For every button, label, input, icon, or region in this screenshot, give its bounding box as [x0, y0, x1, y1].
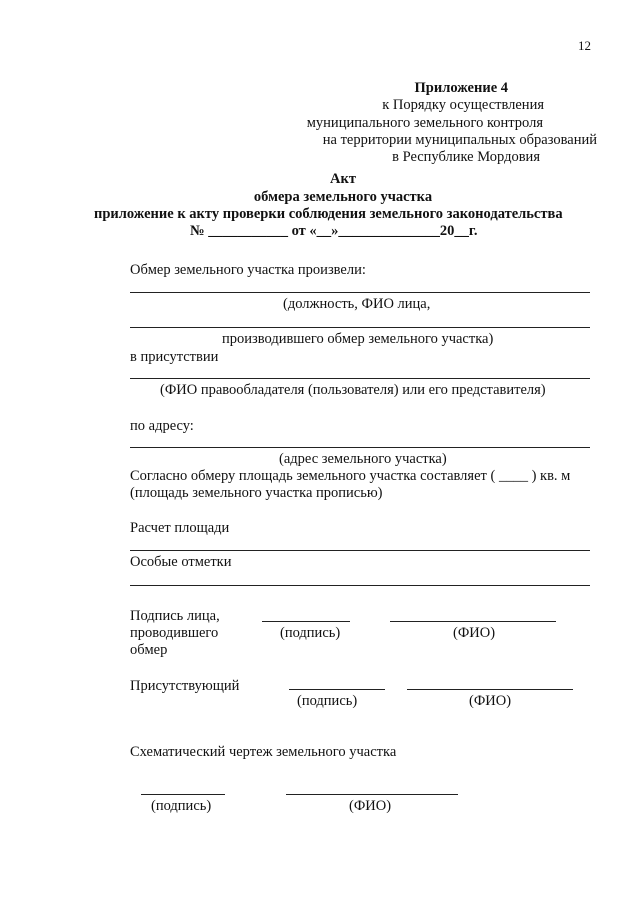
sign-person-line-1: Подпись лица, — [130, 608, 220, 624]
area-hint: (площадь земельного участка прописью) — [130, 485, 383, 501]
sign-person-line-2: проводившего — [130, 625, 219, 641]
owner-line — [130, 378, 590, 379]
person-fio-hint: (ФИО) — [453, 625, 496, 641]
appendix-title: Приложение 4 — [414, 80, 508, 96]
present-signature-line — [289, 689, 385, 690]
position-hint-1: (должность, ФИО лица, — [283, 296, 431, 312]
appendix-line-3: на территории муниципальных образований — [322, 132, 597, 148]
present-fio-hint: (ФИО) — [469, 693, 512, 709]
act-subtitle: обмера земельного участка — [253, 189, 433, 205]
appendix-line-4: в Республике Мордовия — [392, 149, 540, 165]
sketch-signature-hint: (подпись) — [151, 798, 212, 814]
sign-person-line-3: обмер — [130, 642, 168, 658]
sketch-fio-hint: (ФИО) — [349, 798, 392, 814]
notes-line — [130, 585, 590, 586]
owner-hint: (ФИО правообладателя (пользователя) или его представителя) — [160, 382, 546, 398]
sketch-fio-line — [286, 794, 458, 795]
person-fio-line — [390, 621, 556, 622]
address-hint: (адрес земельного участка) — [279, 451, 447, 467]
calc-line — [130, 550, 590, 551]
appendix-line-2: муниципального земельного контроля — [306, 115, 543, 131]
notes-label: Особые отметки — [130, 554, 232, 570]
measured-by-label: Обмер земельного участка произвели: — [130, 262, 366, 278]
area-text: Согласно обмеру площадь земельного участка составляет ( ____ ) кв. м — [130, 468, 571, 484]
appendix-line-1: к Порядку осуществления — [382, 97, 544, 113]
act-subtitle-2: приложение к акту проверки соблюдения земельного законодательства — [94, 206, 563, 222]
position-line-2 — [130, 327, 590, 328]
page-number: 12 — [578, 38, 591, 53]
address-line — [130, 447, 590, 448]
person-signature-hint: (подпись) — [280, 625, 341, 641]
present-signature-hint: (подпись) — [297, 693, 358, 709]
act-title: Акт — [330, 171, 356, 187]
calc-label: Расчет площади — [130, 520, 230, 536]
present-label: Присутствующий — [130, 678, 240, 694]
position-hint-2: производившего обмер земельного участка) — [222, 331, 494, 347]
address-label: по адресу: — [130, 418, 194, 434]
sketch-label: Схематический чертеж земельного участка — [130, 744, 397, 760]
person-signature-line — [262, 621, 350, 622]
act-number-line: № ___________ от «__»______________20__г. — [190, 223, 478, 239]
present-fio-line — [407, 689, 573, 690]
presence-label: в присутствии — [130, 349, 219, 365]
position-line-1 — [130, 292, 590, 293]
sketch-signature-line — [141, 794, 225, 795]
